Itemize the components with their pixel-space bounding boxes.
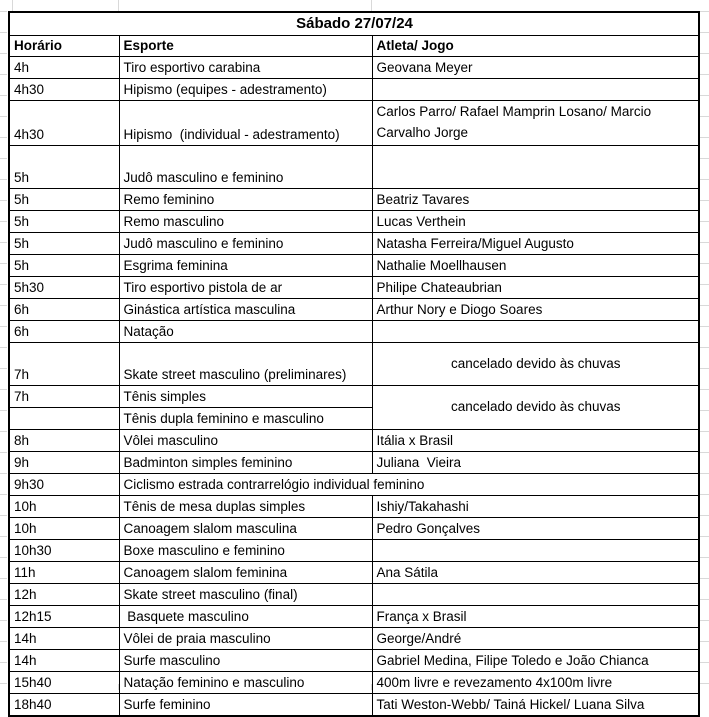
- spreadsheet-gridline: [118, 0, 119, 11]
- table-row: [9, 321, 699, 343]
- right-gridline-column: [699, 11, 709, 685]
- cell-atleta-jogo[interactable]: [372, 321, 699, 343]
- cell-horario[interactable]: 6h: [9, 299, 119, 321]
- table-row: [9, 694, 699, 717]
- table-row: [9, 562, 699, 584]
- cell-atleta-jogo[interactable]: Philipe Chateaubrian: [372, 277, 699, 299]
- cell-esporte[interactable]: Natação: [119, 321, 372, 343]
- cell-esporte[interactable]: Canoagem slalom feminina: [119, 562, 372, 584]
- cell-esporte[interactable]: Hipismo (individual - adestramento): [119, 101, 372, 146]
- cell-atleta-jogo[interactable]: cancelado devido às chuvas: [372, 343, 699, 386]
- cell-horario[interactable]: 7h: [9, 386, 119, 408]
- cell-horario[interactable]: 10h30: [9, 540, 119, 562]
- cell-atleta-jogo[interactable]: [372, 146, 699, 189]
- cell-atleta-jogo[interactable]: cancelado devido às chuvas: [372, 386, 699, 430]
- cell-atleta-jogo[interactable]: Lucas Verthein: [372, 211, 699, 233]
- cell-esporte[interactable]: Judô masculino e feminino: [119, 233, 372, 255]
- table-row: [9, 650, 699, 672]
- cell-atleta-jogo[interactable]: Tati Weston-Webb/ Tainá Hickel/ Luana Silva: [372, 694, 699, 717]
- cell-esporte[interactable]: Boxe masculino e feminino: [119, 540, 372, 562]
- cell-atleta-jogo[interactable]: Geovana Meyer: [372, 57, 699, 79]
- cell-esporte[interactable]: Remo masculino: [119, 211, 372, 233]
- col-header-horario[interactable]: Horário: [9, 36, 119, 57]
- cell-atleta-jogo[interactable]: Carlos Parro/ Rafael Mamprin Losano/ Marcio Carvalho Jorge: [372, 101, 699, 146]
- cell-horario[interactable]: 5h: [9, 146, 119, 189]
- cell-esporte[interactable]: Judô masculino e feminino: [119, 146, 372, 189]
- cell-esporte[interactable]: Badminton simples feminino: [119, 452, 372, 474]
- cell-horario[interactable]: 14h: [9, 628, 119, 650]
- cell-esporte[interactable]: Ciclismo estrada contrarrelógio individual feminino: [119, 474, 699, 496]
- cell-horario[interactable]: 10h: [9, 518, 119, 540]
- cell-horario[interactable]: 7h: [9, 343, 119, 386]
- table-row: [9, 277, 699, 299]
- cell-horario[interactable]: 5h30: [9, 277, 119, 299]
- cell-esporte[interactable]: Tiro esportivo pistola de ar: [119, 277, 372, 299]
- col-header-esporte[interactable]: Esporte: [119, 36, 372, 57]
- table-row: [9, 299, 699, 321]
- cell-horario[interactable]: 5h: [9, 255, 119, 277]
- spreadsheet-gridline: [12, 0, 13, 11]
- cell-horario[interactable]: 5h: [9, 233, 119, 255]
- cell-atleta-jogo[interactable]: Ishiy/Takahashi: [372, 496, 699, 518]
- cell-horario[interactable]: 12h: [9, 584, 119, 606]
- table-row: [9, 101, 699, 146]
- cell-horario[interactable]: 4h30: [9, 79, 119, 101]
- table-row: [9, 189, 699, 211]
- cell-esporte[interactable]: Ginástica artística masculina: [119, 299, 372, 321]
- cell-esporte[interactable]: Surfe masculino: [119, 650, 372, 672]
- cell-atleta-jogo[interactable]: França x Brasil: [372, 606, 699, 628]
- cell-esporte[interactable]: Vôlei masculino: [119, 430, 372, 452]
- cell-atleta-jogo[interactable]: Itália x Brasil: [372, 430, 699, 452]
- cell-horario[interactable]: 15h40: [9, 672, 119, 694]
- left-gridline-column: [0, 11, 7, 685]
- cell-atleta-jogo[interactable]: George/André: [372, 628, 699, 650]
- table-row: [9, 518, 699, 540]
- cell-esporte[interactable]: Remo feminino: [119, 189, 372, 211]
- cell-horario[interactable]: 4h30: [9, 101, 119, 146]
- table-row: [9, 496, 699, 518]
- cell-horario[interactable]: 11h: [9, 562, 119, 584]
- cell-horario[interactable]: 9h: [9, 452, 119, 474]
- cell-esporte[interactable]: Surfe feminino: [119, 694, 372, 717]
- cell-esporte[interactable]: Hipismo (equipes - adestramento): [119, 79, 372, 101]
- cell-atleta-jogo[interactable]: Beatriz Tavares: [372, 189, 699, 211]
- table-row: [9, 255, 699, 277]
- table-row: [9, 628, 699, 650]
- date-title-cell[interactable]: Sábado 27/07/24: [9, 12, 699, 36]
- cell-esporte[interactable]: Natação feminino e masculino: [119, 672, 372, 694]
- cell-horario[interactable]: 18h40: [9, 694, 119, 717]
- table-row: [9, 386, 699, 408]
- title-row: [9, 12, 699, 36]
- table-row: [9, 452, 699, 474]
- cell-esporte[interactable]: Tiro esportivo carabina: [119, 57, 372, 79]
- col-header-atleta-jogo[interactable]: Atleta/ Jogo: [372, 36, 699, 57]
- table-row: [9, 57, 699, 79]
- cell-horario[interactable]: 4h: [9, 57, 119, 79]
- cell-atleta-jogo[interactable]: [372, 540, 699, 562]
- cell-horario[interactable]: 12h15: [9, 606, 119, 628]
- schedule-rows: [9, 57, 699, 717]
- cell-horario[interactable]: 6h: [9, 321, 119, 343]
- table-row: [9, 584, 699, 606]
- cell-horario[interactable]: [9, 408, 119, 430]
- table-row: [9, 233, 699, 255]
- cell-esporte[interactable]: Skate street masculino (final): [119, 584, 372, 606]
- table-row: [9, 430, 699, 452]
- table-row: [9, 211, 699, 233]
- cell-esporte[interactable]: Canoagem slalom masculina: [119, 518, 372, 540]
- cell-horario[interactable]: 8h: [9, 430, 119, 452]
- table-row: [9, 146, 699, 189]
- cell-esporte[interactable]: Skate street masculino (preliminares): [119, 343, 372, 386]
- cell-esporte[interactable]: Tênis dupla feminino e masculino: [119, 408, 372, 430]
- cell-atleta-jogo[interactable]: Arthur Nory e Diogo Soares: [372, 299, 699, 321]
- cell-atleta-jogo[interactable]: [372, 79, 699, 101]
- table-row: [9, 474, 699, 496]
- table-row: [9, 79, 699, 101]
- cell-esporte[interactable]: Tênis simples: [119, 386, 372, 408]
- cell-horario[interactable]: 14h: [9, 650, 119, 672]
- cell-horario[interactable]: 9h30: [9, 474, 119, 496]
- cell-esporte[interactable]: Tênis de mesa duplas simples: [119, 496, 372, 518]
- cell-atleta-jogo[interactable]: Pedro Gonçalves: [372, 518, 699, 540]
- spreadsheet-gridline: [371, 0, 372, 11]
- table-row: [9, 606, 699, 628]
- cell-atleta-jogo[interactable]: [372, 584, 699, 606]
- cell-atleta-jogo[interactable]: 400m livre e revezamento 4x100m livre: [372, 672, 699, 694]
- cell-horario[interactable]: 5h: [9, 211, 119, 233]
- cell-atleta-jogo[interactable]: Ana Sátila: [372, 562, 699, 584]
- cell-atleta-jogo[interactable]: Nathalie Moellhausen: [372, 255, 699, 277]
- cell-esporte[interactable]: Basquete masculino: [119, 606, 372, 628]
- cell-esporte[interactable]: Esgrima feminina: [119, 255, 372, 277]
- schedule-table: [8, 11, 700, 717]
- table-row: [9, 540, 699, 562]
- cell-atleta-jogo[interactable]: Natasha Ferreira/Miguel Augusto: [372, 233, 699, 255]
- header-row: [9, 36, 699, 57]
- cell-atleta-jogo[interactable]: Gabriel Medina, Filipe Toledo e João Chianca: [372, 650, 699, 672]
- table-row: [9, 672, 699, 694]
- table-row: [9, 343, 699, 386]
- cell-horario[interactable]: 5h: [9, 189, 119, 211]
- cell-atleta-jogo[interactable]: Juliana Vieira: [372, 452, 699, 474]
- cell-horario[interactable]: 10h: [9, 496, 119, 518]
- cell-esporte[interactable]: Vôlei de praia masculino: [119, 628, 372, 650]
